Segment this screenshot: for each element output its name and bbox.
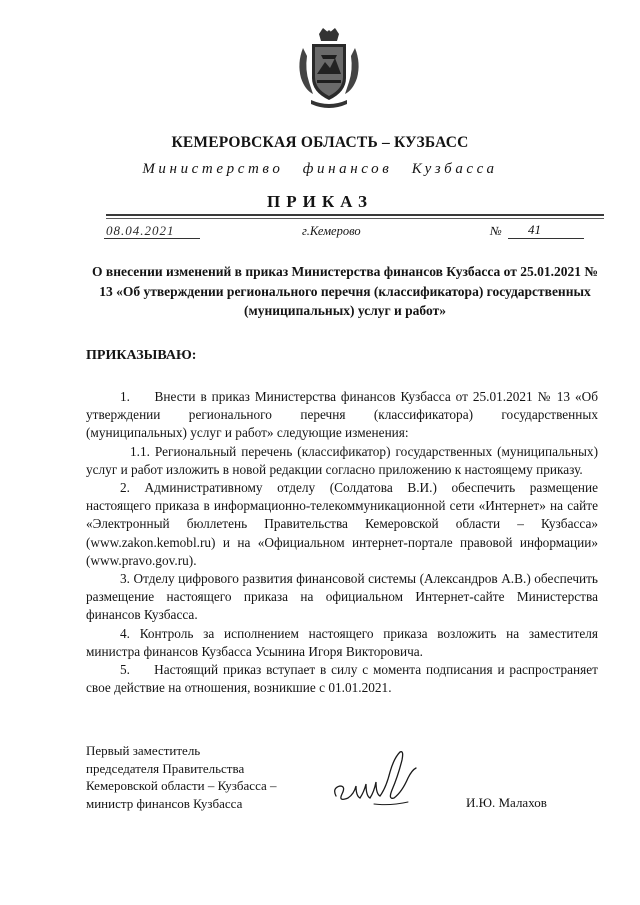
position-line: Первый заместитель: [86, 743, 201, 758]
document-body: [86, 388, 598, 697]
document-type: ПРИКАЗ: [267, 192, 373, 211]
signatory-position: [86, 742, 277, 812]
handwritten-signature: [330, 748, 434, 810]
item-1-1: 1.1. Региональный перечень (классификатор) государственных (муниципальных) услуг и работ изложить в новой редакции согласно приложению к настоящему приказу.: [86, 443, 598, 477]
ministry-name: Министерство финансов Кузбасса: [142, 161, 498, 177]
item-5: 5. Настоящий приказ вступает в силу с момента подписания и распространяет свое действие на отношения, возникшие с 01.01.2021.: [86, 662, 598, 696]
position-line: председателя Правительства: [86, 760, 245, 776]
number-underline: [508, 238, 584, 239]
item-2: 2. Административному отделу (Солдатова В.И.) обеспечить размещение настоящего приказа в информационно-телекоммуникационной сети «Интернет» на сайте «Электронный бюллетень Правительства Кемеровской области – Кузбасса» (www.zakon.kemobl.ru) и на «Официальном интернет-портале правовой информации» (www.pravo.gov.ru).: [86, 480, 598, 568]
position-line: Кемеровской области – Кузбасса –: [86, 778, 277, 794]
date-underline: [104, 238, 200, 239]
header-rule: [106, 214, 604, 216]
header-rule-thin: [106, 218, 604, 219]
document-city: г.Кемерово: [302, 224, 361, 238]
order-word: ПРИКАЗЫВАЮ:: [86, 348, 197, 363]
document-date: 08.04.2021: [106, 223, 175, 238]
document-number: 41: [528, 222, 541, 237]
kuzbass-coat-of-arms-icon: [297, 28, 361, 112]
number-label: №: [490, 224, 502, 238]
signatory-name: И.Ю. Малахов: [466, 795, 547, 810]
region-name: КЕМЕРОВСКАЯ ОБЛАСТЬ – КУЗБАСС: [171, 134, 469, 151]
item-3: 3. Отделу цифрового развития финансовой системы (Александров А.В.) обеспечить размещение настоящего приказа на официальном Интернет-сайте Министерства финансов Кузбасса.: [86, 571, 598, 623]
item-1: 1. Внести в приказ Министерства финансов Кузбасса от 25.01.2021 № 13 «Об утверждении регионального перечня (классификатора) государственных (муниципальных) услуг и работ» следующие изменения:: [86, 389, 598, 441]
item-4: 4. Контроль за исполнением настоящего приказа возложить на заместителя министра финансов Кузбасса Усынина Игоря Викторовича.: [86, 625, 598, 659]
document-title: О внесении изменений в приказ Министерства финансов Кузбасса от 25.01.2021 № 13 «Об утверждении регионального перечня (классификатора) государственных (муниципальных) услуг и работ»: [92, 264, 598, 318]
position-line: министр финансов Кузбасса: [86, 795, 243, 811]
